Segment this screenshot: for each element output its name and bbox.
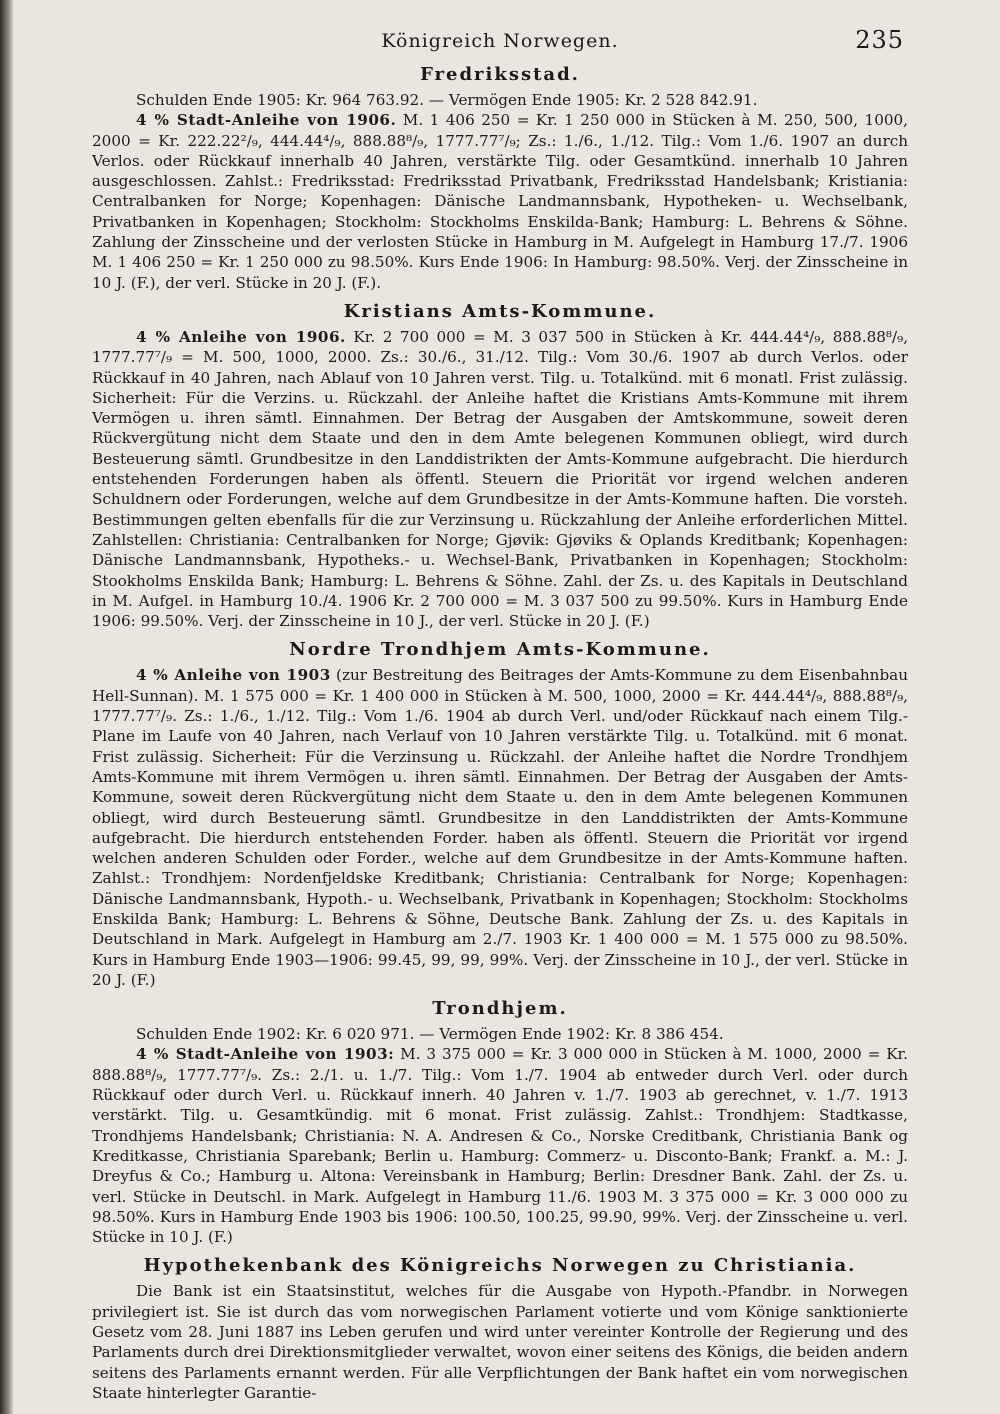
section-fredriksstad [92, 64, 908, 293]
section-heading: Fredriksstad. [420, 64, 580, 85]
loan-paragraph [92, 110, 908, 293]
loan-title: 4 % Stadt-Anleihe von 1906. [136, 111, 397, 130]
text-column [92, 26, 908, 1403]
section-nordre-trondhjem-amts-kommune [92, 639, 908, 990]
section-kristians-amts-kommune [92, 301, 908, 631]
page-number: 235 [855, 26, 904, 54]
body-paragraph: Die Bank ist ein Staatsinstitut, welches für die Ausgabe von Hypoth.-Pfandbr. in Norwegen privilegiert ist. Sie ist durch das vom norwegischen Parlament votierte und vom Könige sanktionierte Gesetz vom 28. Juni 1887 ins Leben gerufen und wird unter vereinter Kontrolle der Regierung und des Parlaments durch drei Direktionsmitglieder verwaltet, wovon einer seitens des Königs, die beiden andern seitens des Parlaments ernannt werden. Für alle Verpflichtungen der Bank haftet ein vom norwegischen Staate hinterlegter Garantie- [92, 1282, 908, 1402]
loan-title: 4 % Anleihe von 1903 [136, 666, 331, 685]
section-hypothekenbank [92, 1255, 908, 1403]
loan-paragraph [92, 665, 908, 990]
running-header [92, 26, 908, 60]
section-heading: Kristians Amts-Kommune. [343, 300, 657, 322]
section-heading: Nordre Trondhjem Amts-Kommune. [289, 639, 711, 661]
section-summary: Schulden Ende 1902: Kr. 6 020 971. — Vermögen Ende 1902: Kr. 8 386 454. [136, 1025, 724, 1044]
section-heading: Trondhjem. [432, 998, 568, 1020]
loan-text: (zur Bestreitung des Beitrages der Amts-Kommune zu dem Eisenbahnbau Hell-Sunnan). M. 1 575 000 = Kr. 1 400 000 in Stücken à M. 500, 1000, 2000 = Kr. 444.44⁴/₉, 888.88⁸/₉, 1777.77⁷/₉. Zs.: 1./6., 1./12. Tilg.: Vom 1./6. 1904 ab durch Verl. und/oder Rückkauf nach einem Tilg.-Plane im Laufe von 40 Jahren, nach Verlauf von 10 Jahren verstärkte Tilg. u. Totalkünd. mit 6 monat. Frist zulässig. Sicherheit: Für die Verzinsung u. Rückzahl. der Anleihe haftet die Nordre Trondhjem Amts-Kommune mit ihrem Vermögen u. ihren sämtl. Einnahmen. Der Betrag der Ausgaben der Amts-Kommune, soweit deren Rückvergütung nicht dem Staate u. den in dem Amte belegenen Kommunen obliegt, wird durch Besteuerung sämtl. Grundbesitze in den Landdistrikten der Amts-Kommune aufgebracht. Die hierdurch entstehenden Forder. haben als öffentl. Steuern die Priorität vor irgend welchen anderen Schulden oder Forder., welche auf dem Grundbesitze in der Amts-Kommune haften. Zahlst.: Trondhjem: Nordenfjeldske Kreditbank; Christiania: Centralbank for Norge; Kopenhagen: Dänische Landmannsbank, Hypoth.- u. Wechselbank, Privatbank in Kopenhagen; Stockholm: Stockholms Enskilda Bank; Hamburg: L. Behrens & Söhne, Deutsche Bank. Zahlung der Zs. u. des Kapitals in Deutschland in Mark. Aufgelegt in Hamburg am 2./7. 1903 Kr. 1 400 000 = M. 1 575 000 zu 98.50%. Kurs in Hamburg Ende 1903—1906: 99.45, 99, 99, 99%. Verj. der Zinsscheine in 10 J., der verl. Stücke in 20 J. (F.) [92, 666, 908, 989]
loan-text: Kr. 2 700 000 = M. 3 037 500 in Stücken à Kr. 444.44⁴/₉, 888.88⁸/₉, 1777.77⁷/₉ = M. 500, 1000, 2000. Zs.: 30./6., 31./12. Tilg.: Vom 30./6. 1907 ab durch Verlos. oder Rückkauf in 40 Jahren, nach Ablauf von 10 Jahren verst. Tilg. u. Totalkünd. mit 6 monatl. Frist zulässig. Sicherheit: Für die Verzins. u. Rückzahl. der Anleihe haftet die Kristians Amts-Kommune mit ihrem Vermögen u. ihren sämtl. Einnahmen. Der Betrag der Ausgaben der Amtskommune, soweit deren Rückvergütung nicht dem Staate und den in dem Amte belegenen Kommunen obliegt, wird durch Besteuerung sämtl. Grundbesitze in den Landdistrikten der Amts-Kommune aufgebracht. Die hierdurch entstehenden Forderungen haben als öffentl. Steuern die Priorität vor irgend welchen anderen Schuldnern oder Forderungen, welche auf dem Grundbesitze in der Amts-Kommune haften. Die vorsteh. Bestimmungen gelten ebenfalls für die zur Verzinsung u. Rückzahlung der Anleihe erforderlichen Mittel. Zahlstellen: Christiania: Centralbanken for Norge; Gjøvik: Gjøviks & Oplands Kreditbank; Kopenhagen: Dänische Landmannsbank, Hypotheks.- u. Wechsel-Bank, Privatbanken in Kopenhagen; Stockholm: Stookholms Enskilda Bank; Hamburg: L. Behrens & Söhne. Zahl. der Zs. u. des Kapitals in Deutschland in M. Aufgel. in Hamburg 10./4. 1906 Kr. 2 700 000 = M. 3 037 500 zu 99.50%. Kurs in Hamburg Ende 1906: 99.50%. Verj. der Zinsscheine in 10 J., der verl. Stücke in 20 J. (F.) [92, 327, 909, 631]
running-title: Königreich Norwegen. [381, 30, 619, 52]
section-trondhjem [92, 998, 908, 1247]
loan-text: M. 3 375 000 = Kr. 3 000 000 in Stücken à M. 1000, 2000 = Kr. 888.88⁸/₉, 1777.77⁷/₉. Zs.: 2./1. u. 1./7. Tilg.: Vom 1./7. 1904 ab entweder durch Verl. oder durch Rückkauf oder durch Verl. u. Rückkauf innerh. 40 Jahren v. 1./7. 1903 ab gerechnet, v. 1./7. 1913 verstärkt. Tilg. u. Gesamtkündig. mit 6 monat. Frist zulässig. Zahlst.: Trondhjem: Stadtkasse, Trondhjems Handelsbank; Christiania: N. A. Andresen & Co., Norske Creditbank, Christiania Bank og Kreditkasse, Christiania Sparebank; Berlin u. Hamburg: Commerz- u. Disconto-Bank; Frankf. a. M.: J. Dreyfus & Co.; Hamburg u. Altona: Vereinsbank in Hamburg; Berlin: Dresdner Bank. Zahl. der Zs. u. verl. Stücke in Deutschl. in Mark. Aufgelegt in Hamburg 11./6. 1903 M. 3 375 000 = Kr. 3 000 000 zu 98.50%. Kurs in Hamburg Ende 1903 bis 1906: 100.50, 100.25, 99.90, 99%. Verj. der Zinsscheine u. verl. Stücke in 10 J. (F.) [92, 1045, 908, 1247]
page-edge-shadow [0, 0, 14, 1414]
section-summary: Schulden Ende 1905: Kr. 964 763.92. — Vermögen Ende 1905: Kr. 2 528 842.91. [136, 91, 758, 109]
loan-title: 4 % Stadt-Anleihe von 1903: [136, 1045, 395, 1064]
section-heading: Hypothekenbank des Königreichs Norwegen zu Christiania. [143, 1255, 857, 1277]
loan-text: M. 1 406 250 = Kr. 1 250 000 in Stücken à M. 250, 500, 1000, 2000 = Kr. 222.22²/₉, 444.44⁴/₉, 888.88⁸/₉, 1777.77⁷/₉; Zs.: 1./6., 1./12. Tilg.: Vom 1./6. 1907 an durch Verlos. oder Rückkauf innerhalb 40 Jahren, verstärkte Tilg. oder Gesamtkünd. innerhalb 10 Jahren ausgeschlossen. Zahlst.: Fredriksstad: Fredriksstad Privatbank, Fredriksstad Handelsbank; Kristiania: Centralbanken for Norge; Kopenhagen: Dänische Landmannsbank, Hypotheken- u. Wechselbank, Privatbanken in Kopenhagen; Stockholm: Stockholms Enskilda-Bank; Hamburg: L. Behrens & Söhne. Zahlung der Zinsscheine und der verlosten Stücke in Hamburg in M. Aufgelegt in Hamburg 17./7. 1906 M. 1 406 250 = Kr. 1 250 000 zu 98.50%. Kurs Ende 1906: In Hamburg: 98.50%. Verj. der Zinsscheine in 10 J. (F.), der verl. Stücke in 20 J. (F.). [92, 111, 909, 292]
loan-title: 4 % Anleihe von 1906. [136, 327, 346, 346]
loan-paragraph [92, 1044, 908, 1247]
loan-paragraph [92, 327, 908, 631]
